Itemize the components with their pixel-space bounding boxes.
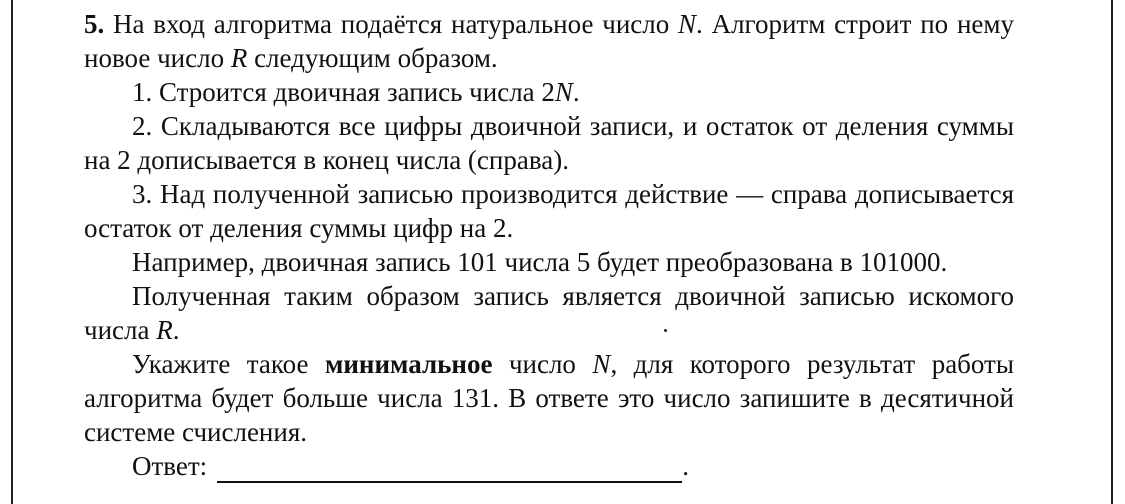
question-text-1: Укажите такое <box>132 349 325 379</box>
question <box>84 347 1014 449</box>
page-border-right <box>1111 0 1113 504</box>
step-1-text: 1. Строится двоичная запись числа 2 <box>132 77 555 107</box>
question-text-2: число <box>492 349 593 379</box>
variable-r: R <box>156 315 173 345</box>
result-text: Полученная таким образом запись является двоичной записью искомого числа <box>84 281 1014 345</box>
answer-end: . <box>682 451 689 481</box>
intro-text-3: следующим образом. <box>247 43 498 73</box>
page-border-left <box>11 0 13 504</box>
answer-row <box>84 449 1014 483</box>
intro-text-1: На вход алгоритма подаётся натуральное число <box>104 9 679 39</box>
question-text-3: , для которого результат работы алгоритма будет больше числа 131. В ответе это число запишите в десятичной системе счисления. <box>84 349 1014 447</box>
step-2: 2. Складываются все цифры двоичной записи, и остаток от деления суммы на 2 дописывается в конец числа (справа). <box>84 111 1014 175</box>
example: Например, двоичная запись 101 числа 5 будет преобразована в 101000. <box>132 247 948 277</box>
task-number: 5. <box>84 9 105 39</box>
intro-text-2: . Алгоритм строит по нему новое число <box>84 9 1014 73</box>
step-1-end: . <box>572 77 580 107</box>
question-emphasis: минимальное <box>324 349 493 379</box>
scan-speck <box>664 329 667 332</box>
answer-field[interactable] <box>217 455 682 483</box>
answer-label: Ответ: <box>132 451 208 481</box>
result-statement <box>84 279 1014 347</box>
variable-n: N <box>554 77 573 107</box>
variable-n: N <box>678 9 697 39</box>
task-intro <box>84 7 1014 75</box>
result-end: . <box>172 315 180 345</box>
task-block <box>84 7 1014 483</box>
variable-r: R <box>230 43 248 73</box>
step-1 <box>84 75 1014 109</box>
variable-n: N <box>592 349 611 379</box>
step-3: 3. Над полученной записью производится действие — справа дописывается остаток от деления суммы цифр на 2. <box>84 179 1014 243</box>
